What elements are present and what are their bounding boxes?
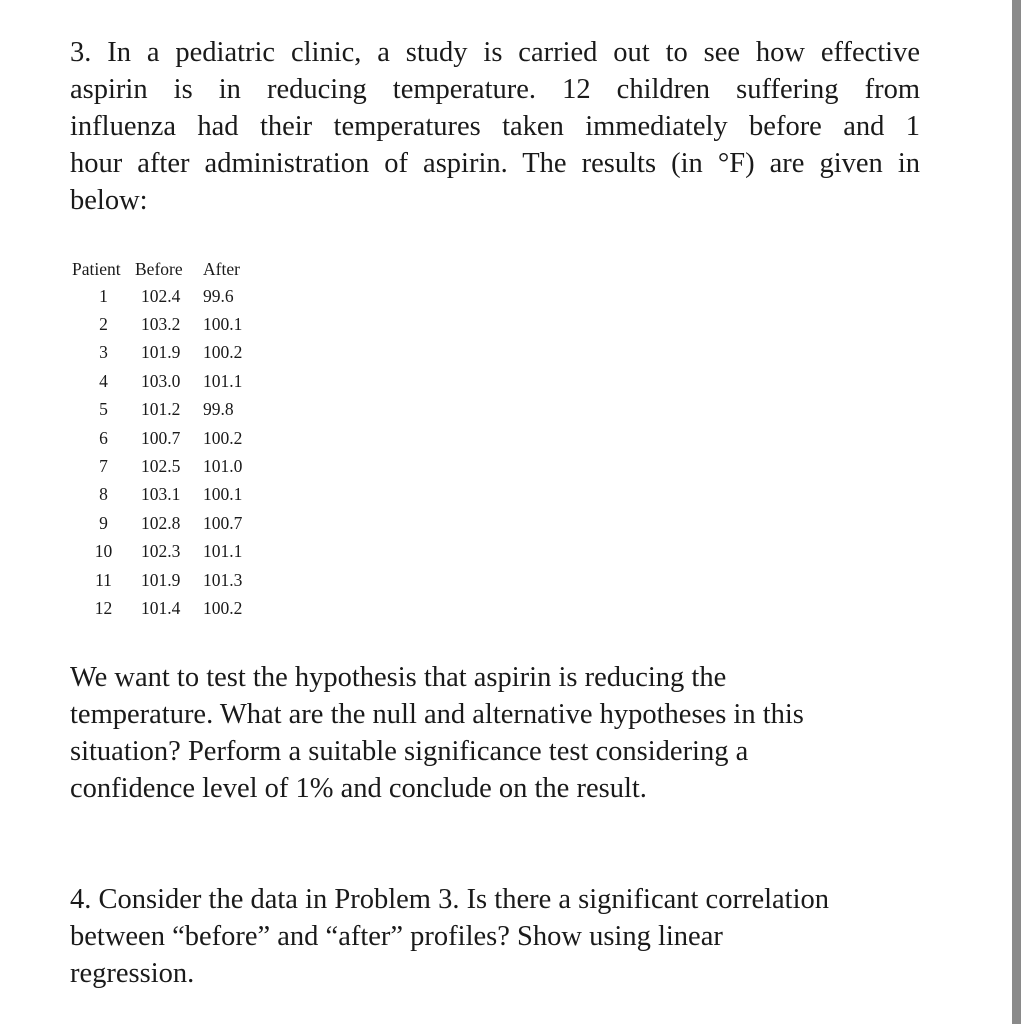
cell-before: 103.2 xyxy=(141,314,181,335)
cell-before: 101.4 xyxy=(141,597,181,618)
cell-patient: 4 xyxy=(99,370,108,391)
cell-patient: 8 xyxy=(99,484,108,505)
cell-before: 102.3 xyxy=(141,541,181,562)
temperature-table xyxy=(72,256,242,623)
problem-3-statement xyxy=(70,34,920,219)
problem-3-line: influenza had their temperatures taken immediately before and 1 xyxy=(70,111,920,142)
table-row xyxy=(72,282,242,310)
cell-before: 102.8 xyxy=(141,512,181,533)
problem-3-line: 3. In a pediatric clinic, a study is carried out to see how effective xyxy=(70,37,920,68)
cell-before: 100.7 xyxy=(141,427,181,448)
table-row xyxy=(72,594,242,622)
cell-after: 99.8 xyxy=(203,399,234,420)
cell-after: 101.3 xyxy=(203,569,243,590)
problem-4-line: between “before” and “after” profiles? Show using linear xyxy=(70,921,723,952)
cell-before: 102.4 xyxy=(141,285,181,306)
cell-before: 102.5 xyxy=(141,456,181,477)
page-edge-border xyxy=(1012,0,1021,1024)
cell-patient: 12 xyxy=(94,597,113,618)
cell-after: 100.1 xyxy=(203,484,243,505)
question-line: situation? Perform a suitable significance test considering a xyxy=(70,736,749,767)
cell-before: 103.1 xyxy=(141,484,181,505)
table-body xyxy=(72,282,242,623)
table-row xyxy=(72,396,242,424)
cell-after: 100.1 xyxy=(203,314,243,335)
cell-before: 101.9 xyxy=(141,342,181,363)
cell-before: 101.9 xyxy=(141,569,181,590)
question-line: confidence level of 1% and conclude on the result. xyxy=(70,773,647,804)
table-row xyxy=(72,481,242,509)
table-row xyxy=(72,452,242,480)
cell-patient: 1 xyxy=(99,285,108,306)
problem-3-line: hour after administration of aspirin. The results (in °F) are given in xyxy=(70,148,920,179)
header-after: After xyxy=(203,258,240,279)
header-before: Before xyxy=(135,258,183,279)
cell-before: 101.2 xyxy=(141,399,181,420)
cell-after: 99.6 xyxy=(203,285,234,306)
problem-3-line: aspirin is in reducing temperature. 12 children suffering from xyxy=(70,74,920,105)
cell-patient: 6 xyxy=(99,427,108,448)
table-row xyxy=(72,509,242,537)
problem-4-line: regression. xyxy=(70,958,195,989)
cell-patient: 3 xyxy=(99,342,108,363)
cell-after: 100.2 xyxy=(203,597,243,618)
cell-before: 103.0 xyxy=(141,370,181,391)
problem-4-line: 4. Consider the data in Problem 3. Is there a significant correlation xyxy=(70,884,829,915)
cell-patient: 2 xyxy=(99,314,108,335)
table-header-row xyxy=(72,256,242,282)
problem-3-question xyxy=(70,659,890,807)
cell-patient: 5 xyxy=(99,399,108,420)
cell-patient: 11 xyxy=(95,569,112,590)
problem-4-statement xyxy=(70,881,930,992)
question-line: We want to test the hypothesis that aspirin is reducing the xyxy=(70,662,727,693)
cell-after: 100.7 xyxy=(203,512,243,533)
cell-patient: 9 xyxy=(99,512,108,533)
table-row xyxy=(72,339,242,367)
table-row xyxy=(72,367,242,395)
question-line: temperature. What are the null and alternative hypotheses in this xyxy=(70,699,804,730)
cell-patient: 10 xyxy=(94,541,113,562)
cell-after: 101.1 xyxy=(203,370,243,391)
problem-3-line: below: xyxy=(70,185,148,216)
cell-after: 100.2 xyxy=(203,427,243,448)
cell-patient: 7 xyxy=(99,456,108,477)
cell-after: 101.0 xyxy=(203,456,243,477)
table-row xyxy=(72,424,242,452)
table-row xyxy=(72,566,242,594)
table-row xyxy=(72,538,242,566)
cell-after: 100.2 xyxy=(203,342,243,363)
cell-after: 101.1 xyxy=(203,541,243,562)
header-patient: Patient xyxy=(72,258,121,279)
table-row xyxy=(72,310,242,338)
